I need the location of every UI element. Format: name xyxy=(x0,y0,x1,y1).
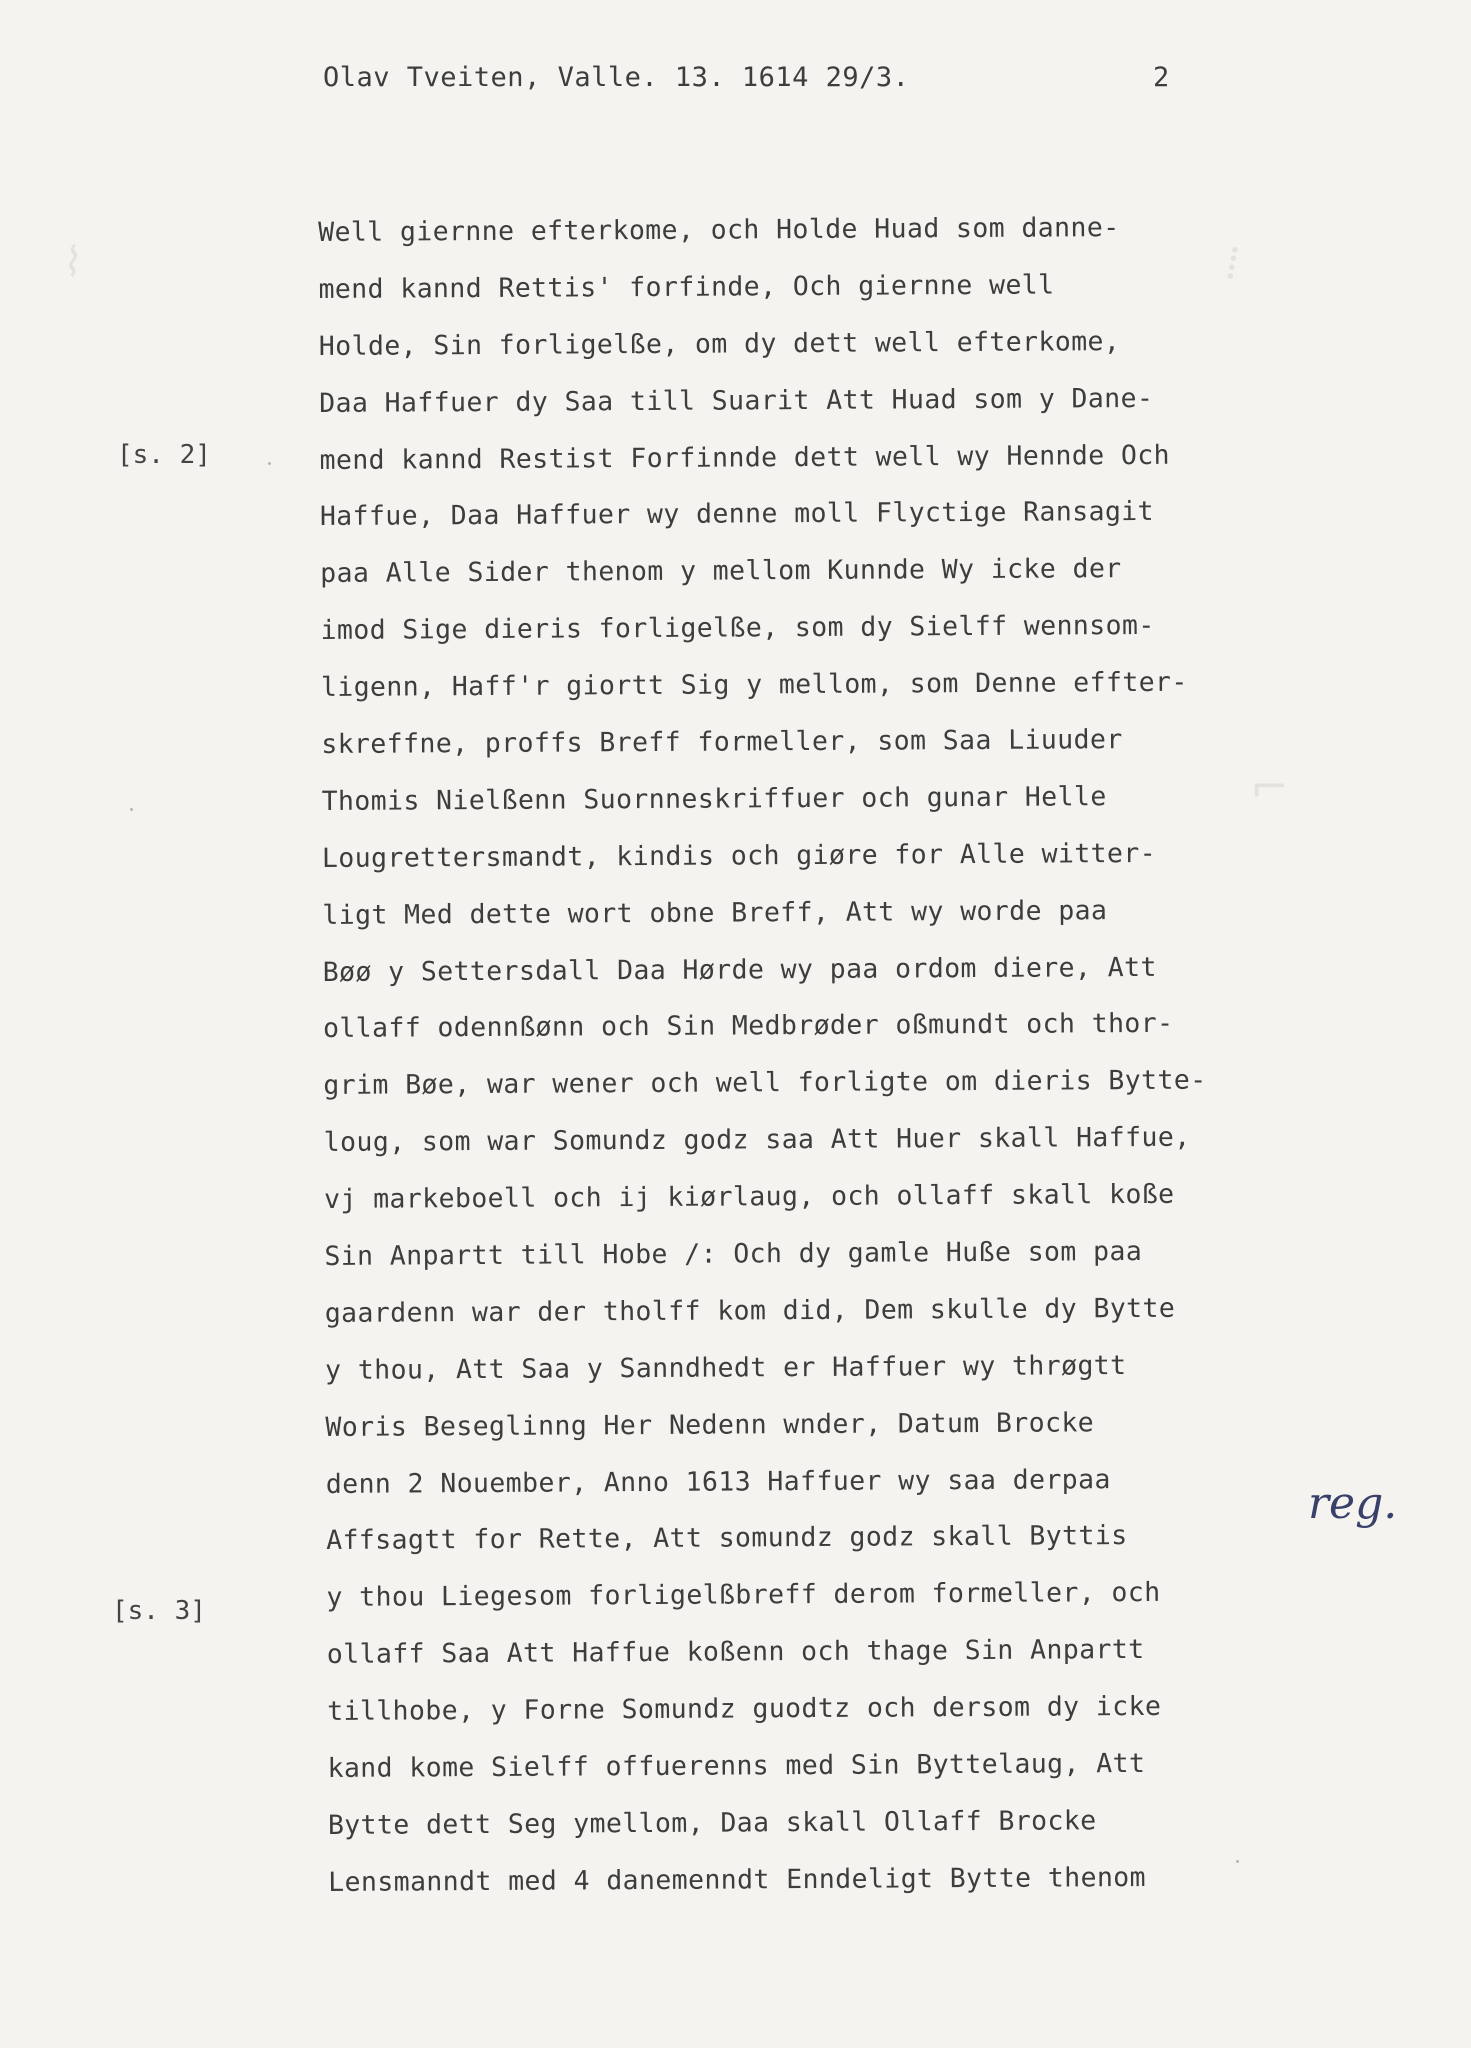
text-line: Daa Haffuer dy Saa till Suarit Att Huad som y Dane- xyxy=(319,382,1154,419)
text-line: Affsagtt for Rette, Att somundz godz skall Byttis xyxy=(326,1520,1128,1557)
text-line: y thou, Att Saa y Sanndhedt er Haffuer wy thrøgtt xyxy=(325,1349,1127,1386)
text-line: loug, som war Somundz godz saa Att Huer skall Haffue, xyxy=(323,1121,1191,1159)
speck xyxy=(130,808,133,811)
margin-note-s2: [s. 2] xyxy=(117,440,211,470)
text-line: Holde, Sin forligelße, om dy dett well efterkome, xyxy=(318,325,1121,362)
text-line: Well giernne efterkome, och Holde Huad som danne- xyxy=(318,212,1120,248)
text-line: Lougrettersmandt, kindis och giøre for Alle witter- xyxy=(321,837,1157,874)
page-number: 2 xyxy=(1153,62,1170,93)
text-line: gaardenn war der tholff kom did, Dem skulle dy Bytte xyxy=(324,1292,1176,1329)
text-line: Haffue, Daa Haffuer wy denne moll Flyctige Ransagit xyxy=(319,496,1155,533)
text-line: skreffne, proffs Breff formeller, som Saa Liuuder xyxy=(321,724,1123,761)
text-line: Bøø y Settersdall Daa Hørde wy paa ordom diere, Att xyxy=(322,951,1157,988)
text-line: Sin Anpartt till Hobe /: Och dy gamle Huße som paa xyxy=(324,1236,1143,1273)
margin-note-s3: [s. 3] xyxy=(112,1596,206,1626)
text-line: ligenn, Haff'r giortt Sig y mellom, som Denne effter- xyxy=(320,666,1188,704)
text-line: Woris Beseglinng Her Nedenn wnder, Datum Brocke xyxy=(325,1406,1095,1443)
text-line: paa Alle Sider thenom y mellom Kunnde Wy icke der xyxy=(320,553,1122,590)
text-line: Bytte dett Seg ymellom, Daa skall Ollaff Brocke xyxy=(327,1805,1097,1841)
text-line: tillhobe, y Forne Somundz guodtz och dersom dy icke xyxy=(327,1691,1162,1728)
text-line: mend kannd Restist Forfinnde dett well wy Hennde Och xyxy=(319,439,1171,476)
header-title: Olav Tveiten, Valle. 13. 1614 29/3. xyxy=(323,62,910,93)
text-line: mend kannd Rettis' forfinde, Och giernne well xyxy=(318,269,1055,305)
bleed-through-mark: ⁞ xyxy=(1225,235,1241,289)
text-line: imod Sige dieris forligelße, som dy Sielff wennsom- xyxy=(320,610,1155,647)
bleed-through-mark: ⌐ xyxy=(1250,760,1289,814)
text-line: ollaff Saa Att Haffue koßenn och thage Sin Anpartt xyxy=(326,1634,1145,1671)
text-line: denn 2 Nouember, Anno 1613 Haffuer wy saa derpaa xyxy=(325,1463,1111,1500)
text-line: Lensmanndt med 4 danemenndt Enndeligt Bytte thenom xyxy=(328,1861,1147,1898)
text-line: ligt Med dette wort obne Breff, Att wy worde paa xyxy=(322,894,1108,931)
text-line: kand kome Sielff offuerenns med Sin Byttelaug, Att xyxy=(327,1748,1146,1785)
transcription-body xyxy=(318,199,1328,1912)
text-line: y thou Liegesom forligelßbreff derom formeller, och xyxy=(326,1577,1161,1614)
text-line: vj markeboell och ij kiørlaug, och ollaff skall koße xyxy=(323,1178,1175,1216)
speck xyxy=(268,462,271,465)
page-header xyxy=(323,62,1223,93)
text-line: grim Bøe, war wener och well forligte om dieris Bytte- xyxy=(323,1064,1207,1102)
text-line: ollaff odennßønn och Sin Medbrøder oßmundt och thor- xyxy=(322,1008,1174,1045)
text-line: Thomis Nielßenn Suornneskriffuer och gunar Helle xyxy=(321,781,1107,817)
handwritten-reg: reg. xyxy=(1308,1478,1398,1529)
bleed-through-mark: ⌇ xyxy=(56,238,83,288)
